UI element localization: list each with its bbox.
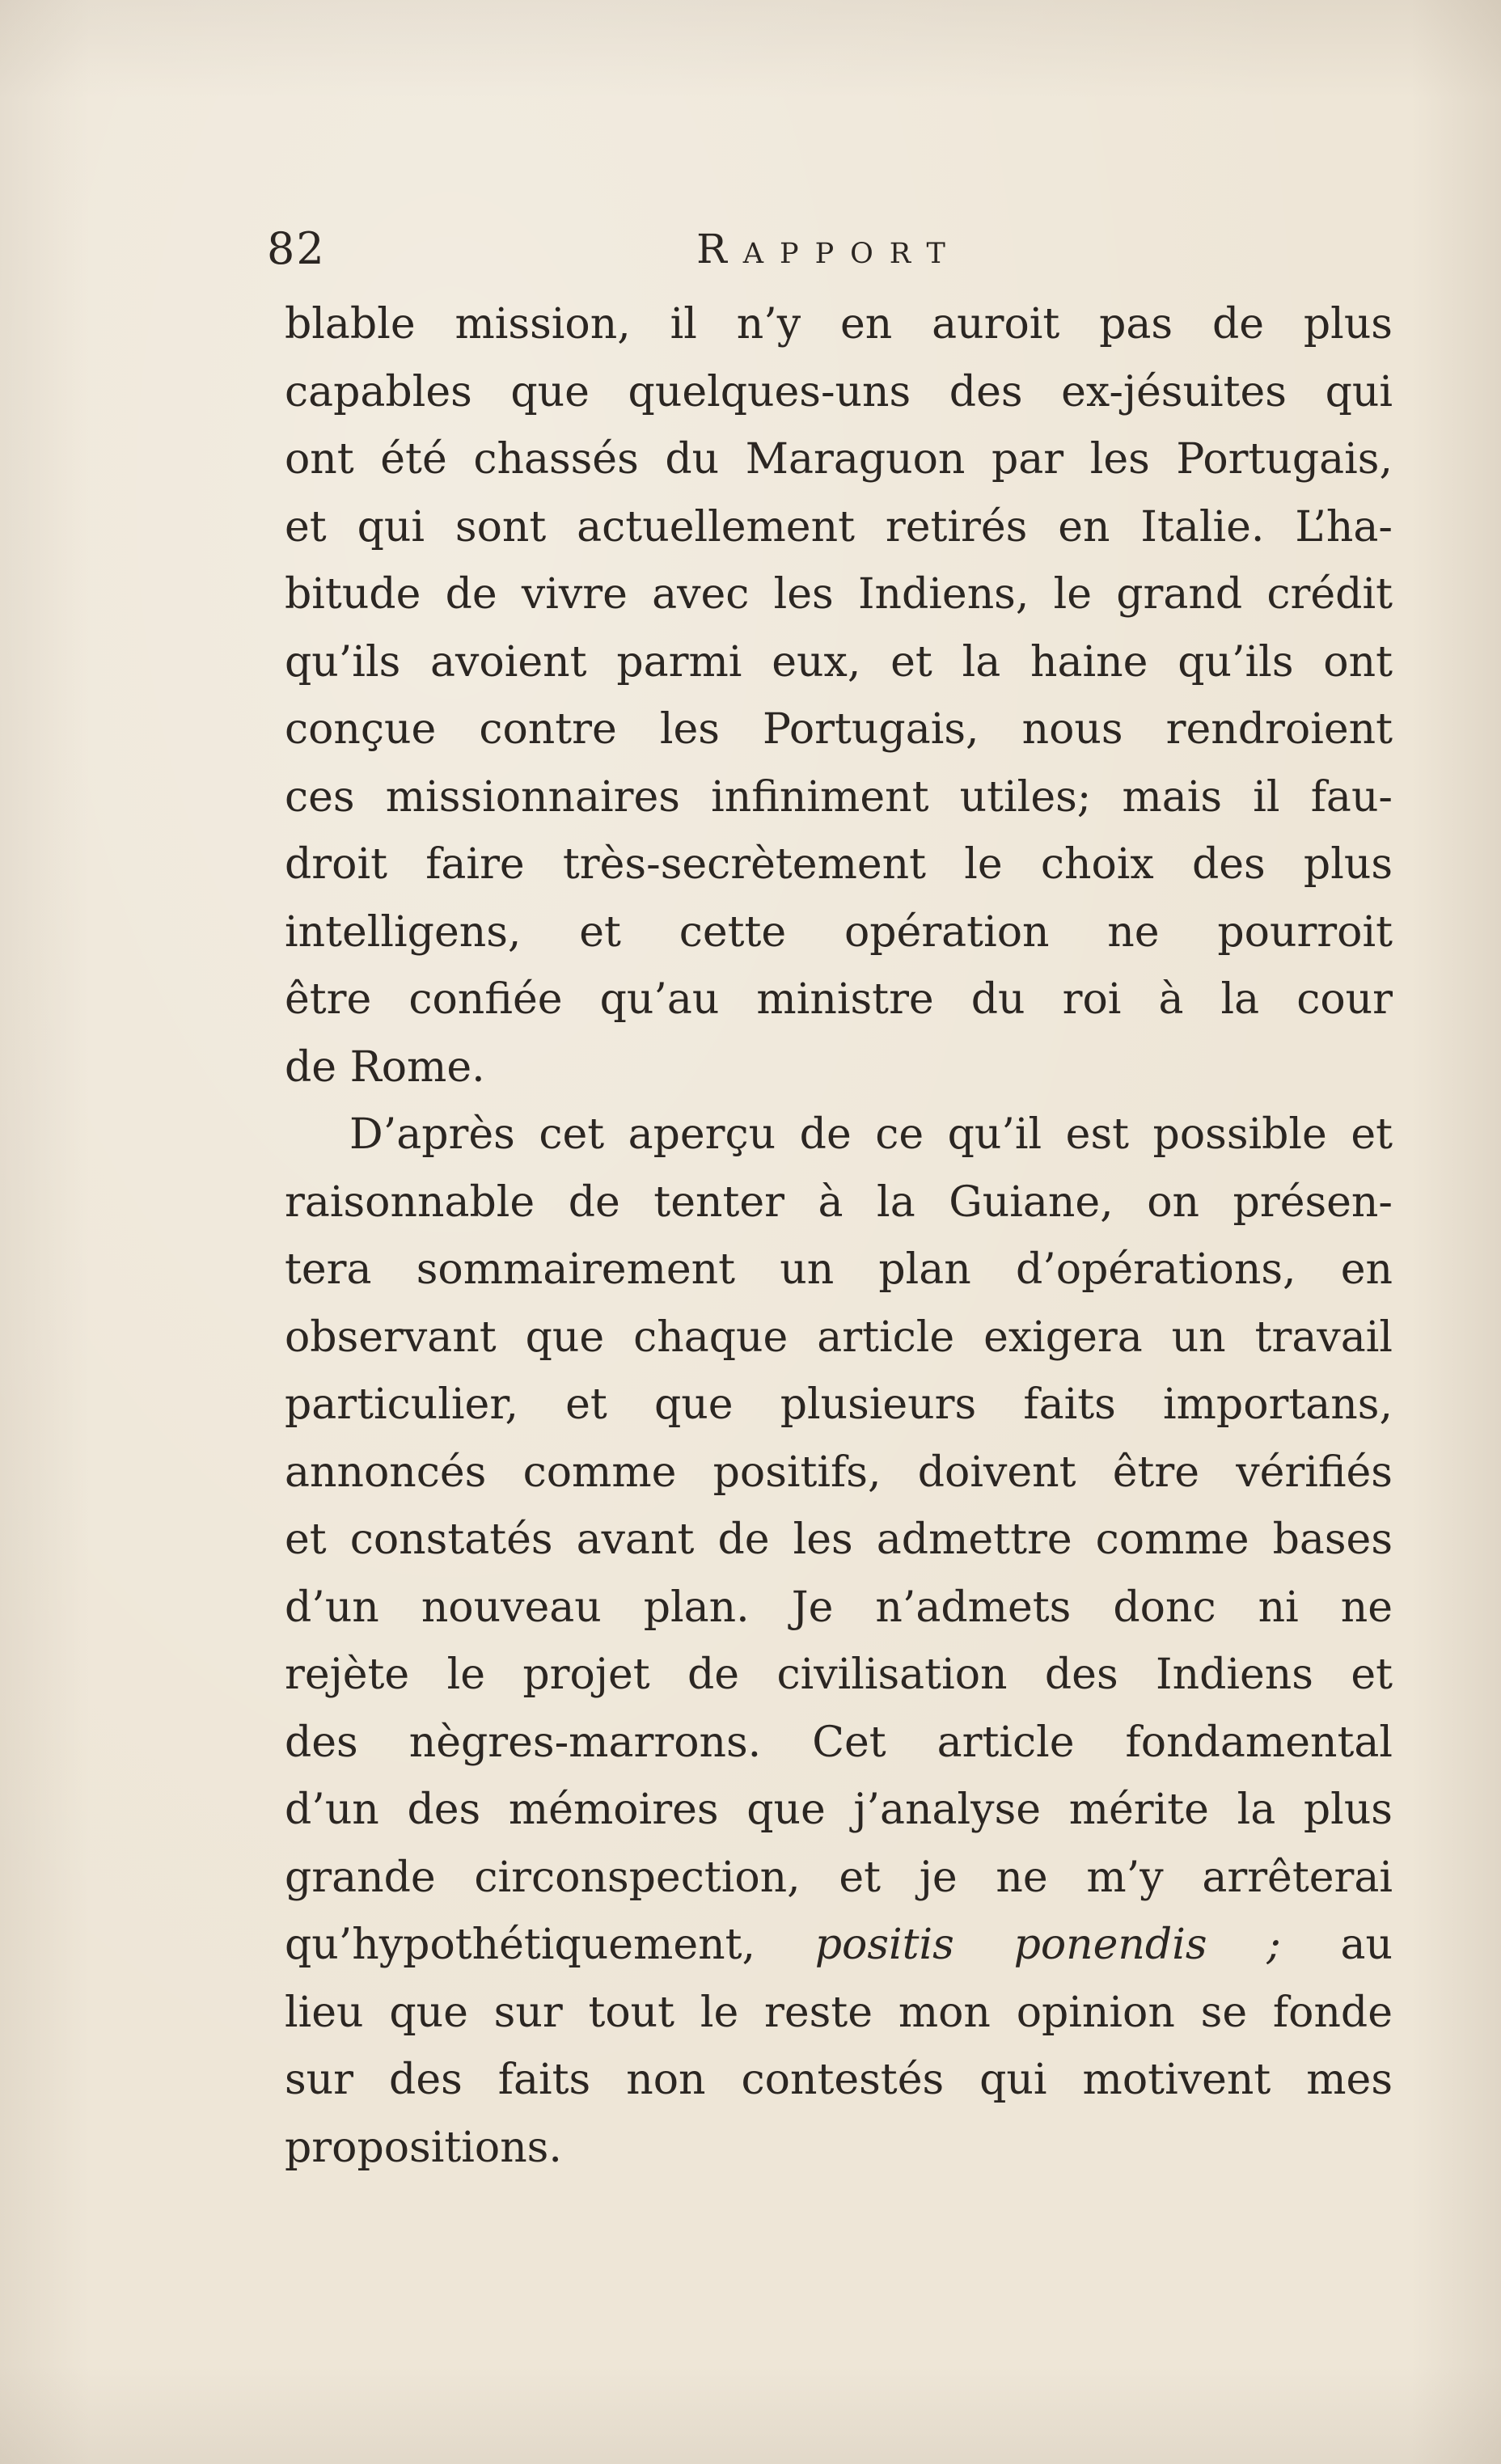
page-header [267,217,1391,281]
text-line: conçue contre les Portugais, nous rendroient [285,705,1393,754]
text-line: de Rome. [285,1042,485,1092]
text-line: D’après cet aperçu de ce qu’il est possible et [349,1110,1393,1159]
text-line: sur des faits non contestés qui motivent mes [285,2056,1393,2104]
text-line: ont été chassés du Maraguon par les Portugais, [285,435,1393,484]
text-line: raisonnable de tenter à la Guiane, on présen- [285,1177,1393,1227]
text-line: grande circonspection, et je ne m’y arrêterai [285,1853,1393,1902]
text-line: ces missionnaires infiniment utiles; mais il fau- [285,772,1393,822]
italic-phrase: positis ponendis ; [814,1921,1281,1969]
text-segment: qu’hypothétiquement, [285,1921,815,1969]
text-line: blable mission, il n’y en auroit pas de plus [285,300,1393,349]
text-line: bitude de vivre avec les Indiens, le grand crédit [285,570,1393,619]
page-number: 82 [267,223,326,274]
text-line: observant que chaque article exigera un travail [285,1312,1393,1362]
text-line: propositions. [285,2123,562,2172]
text-line-with-italic [285,1912,1393,1980]
body-text [285,291,1393,2182]
text-line: être confiée qu’au ministre du roi à la cour [285,975,1393,1024]
text-line: des nègres-marrons. Cet article fondamental [285,1718,1393,1767]
running-head: Rapport [696,226,962,273]
text-line: droit faire très-secrètement le choix des plus [285,840,1393,889]
text-line: capables que quelques-uns des ex-jésuites qui [285,367,1393,416]
text-line: particulier, et que plusieurs faits importans, [285,1380,1393,1429]
text-line: et constatés avant de les admettre comme bases [285,1515,1393,1564]
text-line: intelligens, et cette opération ne pourroit [285,907,1393,957]
text-line: annoncés comme positifs, doivent être vérifiés [285,1448,1393,1497]
text-line: et qui sont actuellement retirés en Italie. L’ha- [285,502,1393,552]
text-line: d’un des mémoires que j’analyse mérite la plus [285,1786,1393,1834]
text-line: qu’ils avoient parmi eux, et la haine qu’ils ont [285,637,1393,687]
text-segment: au [1280,1921,1393,1969]
paragraph-1 [285,291,1393,1101]
text-line: tera sommairement un plan d’opérations, en [285,1245,1393,1294]
text-line: lieu que sur tout le reste mon opinion se fonde [285,1988,1393,2037]
paragraph-2 [285,1101,1393,2182]
text-line: d’un nouveau plan. Je n’admets donc ni ne [285,1583,1393,1632]
text-line: rejète le projet de civilisation des Indiens et [285,1650,1393,1699]
